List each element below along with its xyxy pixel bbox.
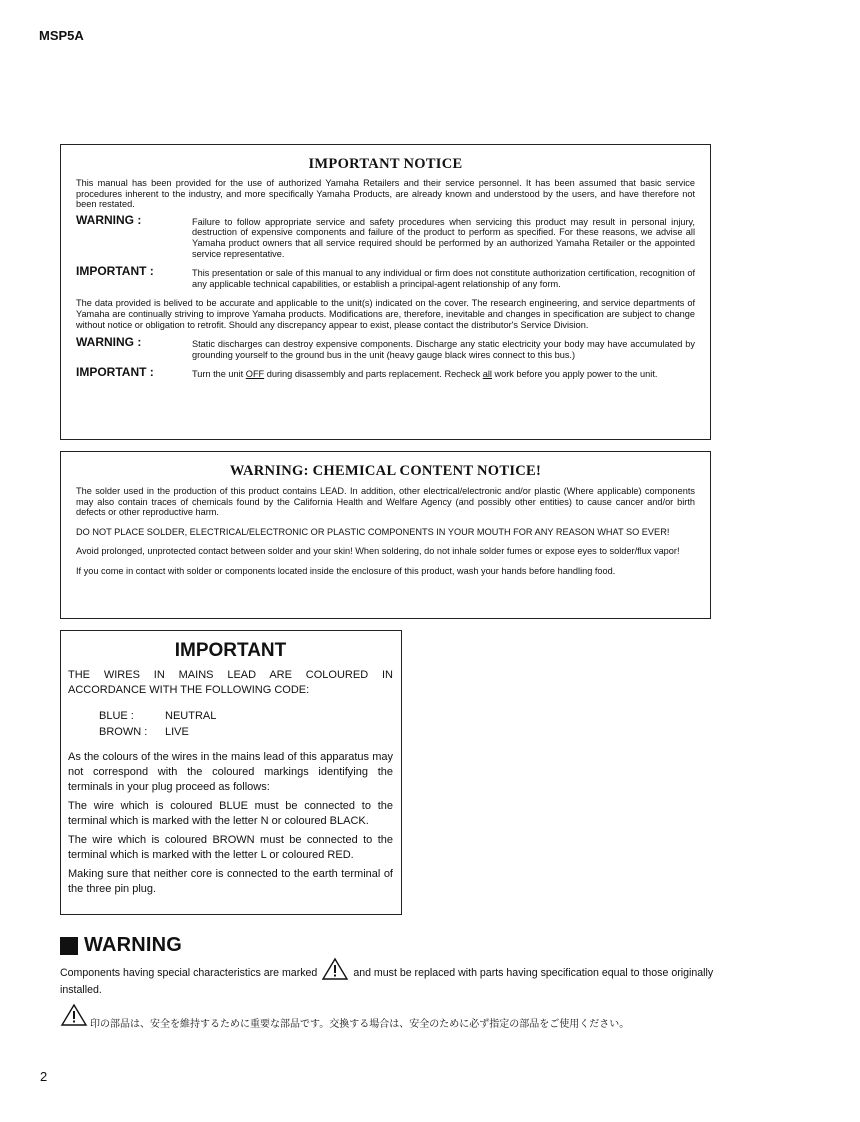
warning-label: WARNING :	[76, 335, 142, 350]
caution-triangle-icon	[60, 1003, 88, 1030]
wire-paragraph-3: The wire which is coloured BROWN must be connected to the terminal which is marked with the letter L or coloured RED.	[68, 834, 393, 861]
important-label: IMPORTANT :	[76, 365, 154, 380]
warning-label: WARNING :	[76, 212, 142, 227]
caution-triangle-icon	[321, 957, 349, 984]
wire-code-row	[99, 724, 393, 740]
warning-body: Components having special characteristics are marked and must be replaced with parts having specification equal to those originally installed.	[60, 957, 720, 996]
chemical-paragraph-1: The solder used in the production of this product contains LEAD. In addition, other electrical/electronic and/or plastic (Where applicable) components may also contain traces of chemicals found by the California Health and Welfare Agency (and possibly other entities) to cause cancer and/or birth defects or other reproductive harm.	[76, 486, 695, 518]
model-name: MSP5A	[39, 28, 84, 43]
warning-row-2	[76, 336, 695, 360]
wire-code-row	[99, 708, 393, 724]
static-warning-text: Static discharges can destroy expensive components. Discharge any static electricity your body may have accumulated by grounding yourself to the ground bus in the unit (heavy gauge black wires connect to this bus.)	[192, 339, 695, 360]
power-off-text: Turn the unit OFF during disassembly and parts replacement. Recheck all work before you apply power to the unit.	[192, 369, 658, 380]
wire-code-intro: THE WIRES IN MAINS LEAD ARE COLOURED IN ACCORDANCE WITH THE FOLLOWING CODE:	[68, 669, 393, 696]
japanese-warning	[60, 1003, 629, 1030]
wire-code-list	[99, 708, 393, 740]
chemical-paragraph-2: DO NOT PLACE SOLDER, ELECTRICAL/ELECTRONIC OR PLASTIC COMPONENTS IN YOUR MOUTH FOR ANY REASON WHAT SO EVER!	[76, 526, 670, 537]
data-paragraph: The data provided is belived to be accurate and applicable to the unit(s) indicated on the cover. The research engineering, and service departments of Yamaha are continually striving to improve Yamaha products. Modifications are, therefore, inevitable and changes in specification are subject to change without notice or obligation to retrofit. Should any discrepancy appear to exist, please contact the distributor's Service Division.	[76, 298, 695, 330]
page-number: 2	[40, 1069, 48, 1084]
chemical-paragraph-4: If you come in contact with solder or components located inside the enclosure of this product, wash your hands before handling food.	[76, 565, 616, 576]
off-word: OFF	[245, 369, 265, 380]
mains-lead-important-box	[60, 630, 402, 915]
important-text: This presentation or sale of this manual to any individual or firm does not constitute authorization certification, recognition of any applicable technical capabilities, or establish a principal-agent relationship of any form.	[192, 268, 695, 289]
chemical-paragraph-3: Avoid prolonged, unprotected contact between solder and your skin! When soldering, do not inhale solder fumes or expose eyes to solder/flux vapor!	[76, 546, 680, 557]
chemical-notice-box	[60, 451, 711, 619]
important-box-title: IMPORTANT	[174, 640, 287, 661]
warning-heading	[60, 934, 182, 957]
wire-code-value: LIVE	[165, 726, 189, 738]
black-square-icon	[60, 937, 78, 955]
important-label: IMPORTANT :	[76, 264, 154, 279]
important-row-1	[76, 265, 695, 289]
important-notice-box	[60, 144, 711, 440]
wire-code-value: NEUTRAL	[165, 710, 217, 722]
wire-code-key: BROWN :	[99, 726, 148, 738]
wire-code-key: BLUE :	[99, 710, 134, 722]
important-row-2	[76, 366, 695, 380]
wire-paragraph-4: Making sure that neither core is connected to the earth terminal of the three pin plug.	[68, 868, 393, 895]
chemical-title: WARNING: CHEMICAL CONTENT NOTICE!	[229, 463, 542, 479]
warning-row-1	[76, 214, 695, 259]
warning-text: Failure to follow appropriate service and safety procedures when servicing this product may result in personal injury, destruction of expensive components and failure of the product to perform as specified. For these reasons, we advise all Yamaha product owners that all service required should be performed by an authorized Yamaha Retailer or the appointed service representative.	[192, 216, 695, 259]
notice-title: IMPORTANT NOTICE	[308, 156, 463, 172]
notice-intro: This manual has been provided for the use of authorized Yamaha Retailers and their service personnel. It has been assumed that basic service procedures inherent to the industry, and more specifically Yamaha Products, are already known and understood by the users, and have therefore not been restated.	[76, 178, 695, 210]
wire-paragraph-1: As the colours of the wires in the mains lead of this apparatus may not correspond with the coloured markings identifying the terminals in your plug proceed as follows:	[68, 751, 393, 793]
warning-title: WARNING	[84, 934, 183, 956]
all-word: all	[482, 369, 492, 380]
japanese-warning-text: 印の部品は、安全を維持するために重要な部品です。交換する場合は、安全のために必ず指定の部品をご使用ください。	[90, 1019, 630, 1030]
wire-paragraph-2: The wire which is coloured BLUE must be connected to the terminal which is marked with the letter N or coloured BLACK.	[68, 800, 393, 827]
